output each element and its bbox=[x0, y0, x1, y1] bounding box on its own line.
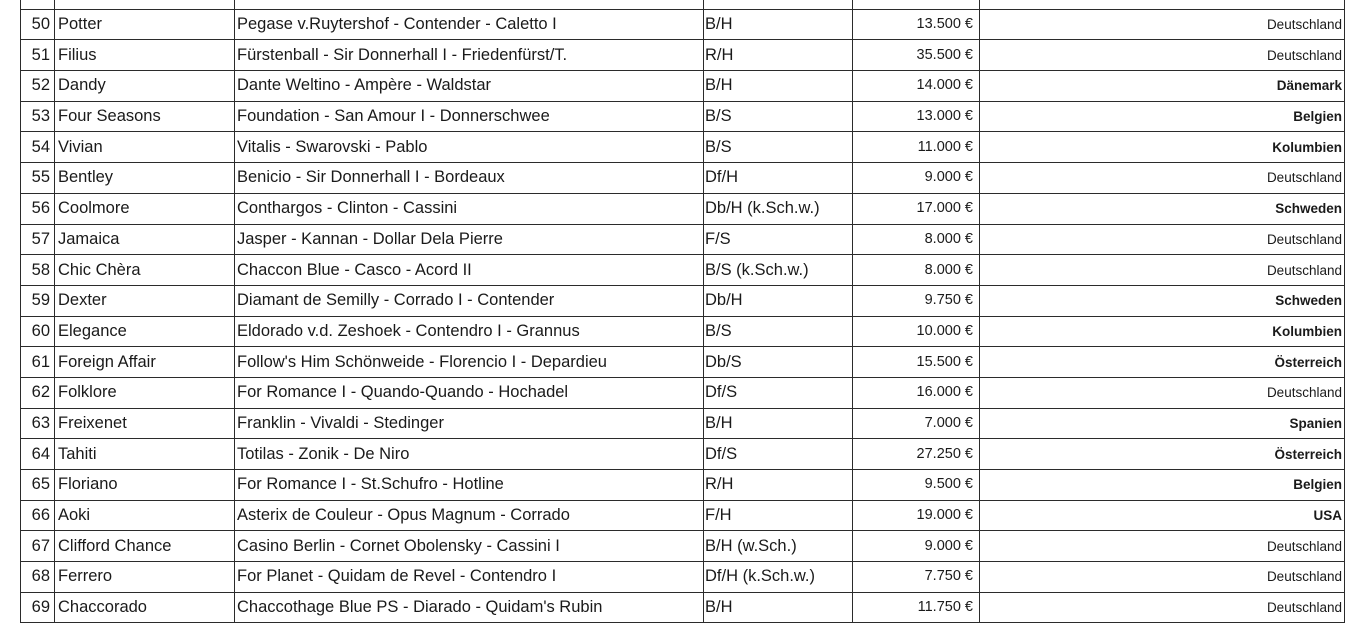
pedigree: Asterix de Couleur - Opus Magnum - Corrado bbox=[235, 500, 704, 531]
coat-color-sex: R/H bbox=[704, 470, 853, 501]
horse-name: Four Seasons bbox=[55, 101, 235, 132]
pedigree: Conthargos - Clinton - Cassini bbox=[235, 193, 704, 224]
lot-number: 69 bbox=[21, 592, 55, 623]
pedigree: Follow's Him Schönweide - Florencio I - Depardieu bbox=[235, 347, 704, 378]
horse-name: Bentley bbox=[55, 163, 235, 194]
coat-color-sex: B/S bbox=[704, 316, 853, 347]
coat-color-sex: B/S bbox=[704, 132, 853, 163]
horse-name: Chaccorado bbox=[55, 592, 235, 623]
price: 11.750 € bbox=[853, 592, 980, 623]
horse-name: Filius bbox=[55, 40, 235, 71]
horse-name bbox=[55, 0, 235, 9]
price: 16.000 € bbox=[853, 377, 980, 408]
coat-color-sex bbox=[704, 0, 853, 9]
buyer-country: Deutschland bbox=[980, 377, 1345, 408]
table-row bbox=[21, 285, 1345, 316]
buyer-country: Schweden bbox=[980, 285, 1345, 316]
price: 13.000 € bbox=[853, 101, 980, 132]
pedigree bbox=[235, 0, 704, 9]
table-row bbox=[21, 132, 1345, 163]
buyer-country: Deutschland bbox=[980, 40, 1345, 71]
coat-color-sex: R/H bbox=[704, 40, 853, 71]
coat-color-sex: F/H bbox=[704, 500, 853, 531]
lot-number: 53 bbox=[21, 101, 55, 132]
horse-name: Freixenet bbox=[55, 408, 235, 439]
table-row bbox=[21, 439, 1345, 470]
pedigree: Benicio - Sir Donnerhall I - Bordeaux bbox=[235, 163, 704, 194]
lot-number: 55 bbox=[21, 163, 55, 194]
coat-color-sex: B/H bbox=[704, 71, 853, 102]
lot-number: 62 bbox=[21, 377, 55, 408]
buyer-country: Belgien bbox=[980, 101, 1345, 132]
lot-number: 66 bbox=[21, 500, 55, 531]
table-row bbox=[21, 40, 1345, 71]
coat-color-sex: B/H (w.Sch.) bbox=[704, 531, 853, 562]
pedigree: For Romance I - Quando-Quando - Hochadel bbox=[235, 377, 704, 408]
table-row bbox=[21, 592, 1345, 623]
lot-number bbox=[21, 0, 55, 9]
lot-number: 59 bbox=[21, 285, 55, 316]
table-row bbox=[21, 408, 1345, 439]
price: 15.500 € bbox=[853, 347, 980, 378]
coat-color-sex: Db/H (k.Sch.w.) bbox=[704, 193, 853, 224]
table-row bbox=[21, 9, 1345, 40]
price: 7.000 € bbox=[853, 408, 980, 439]
price: 27.250 € bbox=[853, 439, 980, 470]
lot-number: 56 bbox=[21, 193, 55, 224]
buyer-country: Deutschland bbox=[980, 255, 1345, 286]
table-row bbox=[21, 101, 1345, 132]
lot-number: 54 bbox=[21, 132, 55, 163]
lot-number: 61 bbox=[21, 347, 55, 378]
buyer-country: Deutschland bbox=[980, 592, 1345, 623]
pedigree: Diamant de Semilly - Corrado I - Contender bbox=[235, 285, 704, 316]
price bbox=[853, 0, 980, 9]
buyer-country: Dänemark bbox=[980, 71, 1345, 102]
coat-color-sex: Df/H (k.Sch.w.) bbox=[704, 562, 853, 593]
pedigree: Eldorado v.d. Zeshoek - Contendro I - Grannus bbox=[235, 316, 704, 347]
pedigree: Chaccothage Blue PS - Diarado - Quidam's Rubin bbox=[235, 592, 704, 623]
table-row bbox=[21, 255, 1345, 286]
coat-color-sex: Db/S bbox=[704, 347, 853, 378]
price: 35.500 € bbox=[853, 40, 980, 71]
horse-name: Potter bbox=[55, 9, 235, 40]
pedigree: For Planet - Quidam de Revel - Contendro I bbox=[235, 562, 704, 593]
buyer-country: USA bbox=[980, 500, 1345, 531]
price: 7.750 € bbox=[853, 562, 980, 593]
coat-color-sex: B/H bbox=[704, 592, 853, 623]
horse-name: Elegance bbox=[55, 316, 235, 347]
table-row bbox=[21, 71, 1345, 102]
price: 19.000 € bbox=[853, 500, 980, 531]
buyer-country: Deutschland bbox=[980, 224, 1345, 255]
coat-color-sex: B/H bbox=[704, 9, 853, 40]
price: 14.000 € bbox=[853, 71, 980, 102]
pedigree: Vitalis - Swarovski - Pablo bbox=[235, 132, 704, 163]
lot-number: 63 bbox=[21, 408, 55, 439]
horse-name: Jamaica bbox=[55, 224, 235, 255]
lot-number: 60 bbox=[21, 316, 55, 347]
lot-number: 52 bbox=[21, 71, 55, 102]
horse-name: Dandy bbox=[55, 71, 235, 102]
price: 9.750 € bbox=[853, 285, 980, 316]
table-row bbox=[21, 224, 1345, 255]
horse-name: Clifford Chance bbox=[55, 531, 235, 562]
pedigree: Chaccon Blue - Casco - Acord II bbox=[235, 255, 704, 286]
table-row bbox=[21, 377, 1345, 408]
price: 13.500 € bbox=[853, 9, 980, 40]
pedigree: Fürstenball - Sir Donnerhall I - Friedenfürst/T. bbox=[235, 40, 704, 71]
buyer-country: Deutschland bbox=[980, 531, 1345, 562]
horse-name: Vivian bbox=[55, 132, 235, 163]
price: 10.000 € bbox=[853, 316, 980, 347]
lot-number: 51 bbox=[21, 40, 55, 71]
pedigree: Franklin - Vivaldi - Stedinger bbox=[235, 408, 704, 439]
table-row bbox=[21, 500, 1345, 531]
table-body bbox=[21, 0, 1345, 623]
table-row bbox=[21, 163, 1345, 194]
pedigree: Totilas - Zonik - De Niro bbox=[235, 439, 704, 470]
lot-number: 65 bbox=[21, 470, 55, 501]
lot-number: 58 bbox=[21, 255, 55, 286]
horse-auction-table bbox=[20, 0, 1345, 623]
price: 8.000 € bbox=[853, 224, 980, 255]
pedigree: Dante Weltino - Ampère - Waldstar bbox=[235, 71, 704, 102]
buyer-country: Deutschland bbox=[980, 562, 1345, 593]
buyer-country: Schweden bbox=[980, 193, 1345, 224]
horse-name: Tahiti bbox=[55, 439, 235, 470]
buyer-country: Österreich bbox=[980, 439, 1345, 470]
coat-color-sex: Df/H bbox=[704, 163, 853, 194]
lot-number: 64 bbox=[21, 439, 55, 470]
buyer-country: Kolumbien bbox=[980, 316, 1345, 347]
table-row bbox=[21, 347, 1345, 378]
table-row bbox=[21, 562, 1345, 593]
price: 9.000 € bbox=[853, 163, 980, 194]
price: 11.000 € bbox=[853, 132, 980, 163]
horse-name: Ferrero bbox=[55, 562, 235, 593]
pedigree: Foundation - San Amour I - Donnerschwee bbox=[235, 101, 704, 132]
price: 17.000 € bbox=[853, 193, 980, 224]
coat-color-sex: B/S bbox=[704, 101, 853, 132]
pedigree: For Romance I - St.Schufro - Hotline bbox=[235, 470, 704, 501]
buyer-country bbox=[980, 0, 1345, 9]
table-row-partial bbox=[21, 0, 1345, 9]
coat-color-sex: Df/S bbox=[704, 377, 853, 408]
horse-name: Dexter bbox=[55, 285, 235, 316]
buyer-country: Kolumbien bbox=[980, 132, 1345, 163]
horse-name: Folklore bbox=[55, 377, 235, 408]
horse-name: Coolmore bbox=[55, 193, 235, 224]
lot-number: 57 bbox=[21, 224, 55, 255]
lot-number: 67 bbox=[21, 531, 55, 562]
coat-color-sex: F/S bbox=[704, 224, 853, 255]
coat-color-sex: B/H bbox=[704, 408, 853, 439]
table-row bbox=[21, 470, 1345, 501]
price: 8.000 € bbox=[853, 255, 980, 286]
table-row bbox=[21, 531, 1345, 562]
buyer-country: Österreich bbox=[980, 347, 1345, 378]
lot-number: 68 bbox=[21, 562, 55, 593]
buyer-country: Belgien bbox=[980, 470, 1345, 501]
lot-number: 50 bbox=[21, 9, 55, 40]
horse-name: Foreign Affair bbox=[55, 347, 235, 378]
pedigree: Casino Berlin - Cornet Obolensky - Cassini I bbox=[235, 531, 704, 562]
horse-name: Aoki bbox=[55, 500, 235, 531]
table-row bbox=[21, 193, 1345, 224]
pedigree: Pegase v.Ruytershof - Contender - Caletto I bbox=[235, 9, 704, 40]
price: 9.000 € bbox=[853, 531, 980, 562]
buyer-country: Deutschland bbox=[980, 163, 1345, 194]
coat-color-sex: B/S (k.Sch.w.) bbox=[704, 255, 853, 286]
table-row bbox=[21, 316, 1345, 347]
coat-color-sex: Df/S bbox=[704, 439, 853, 470]
coat-color-sex: Db/H bbox=[704, 285, 853, 316]
horse-name: Chic Chèra bbox=[55, 255, 235, 286]
buyer-country: Spanien bbox=[980, 408, 1345, 439]
horse-name: Floriano bbox=[55, 470, 235, 501]
price: 9.500 € bbox=[853, 470, 980, 501]
buyer-country: Deutschland bbox=[980, 9, 1345, 40]
pedigree: Jasper - Kannan - Dollar Dela Pierre bbox=[235, 224, 704, 255]
